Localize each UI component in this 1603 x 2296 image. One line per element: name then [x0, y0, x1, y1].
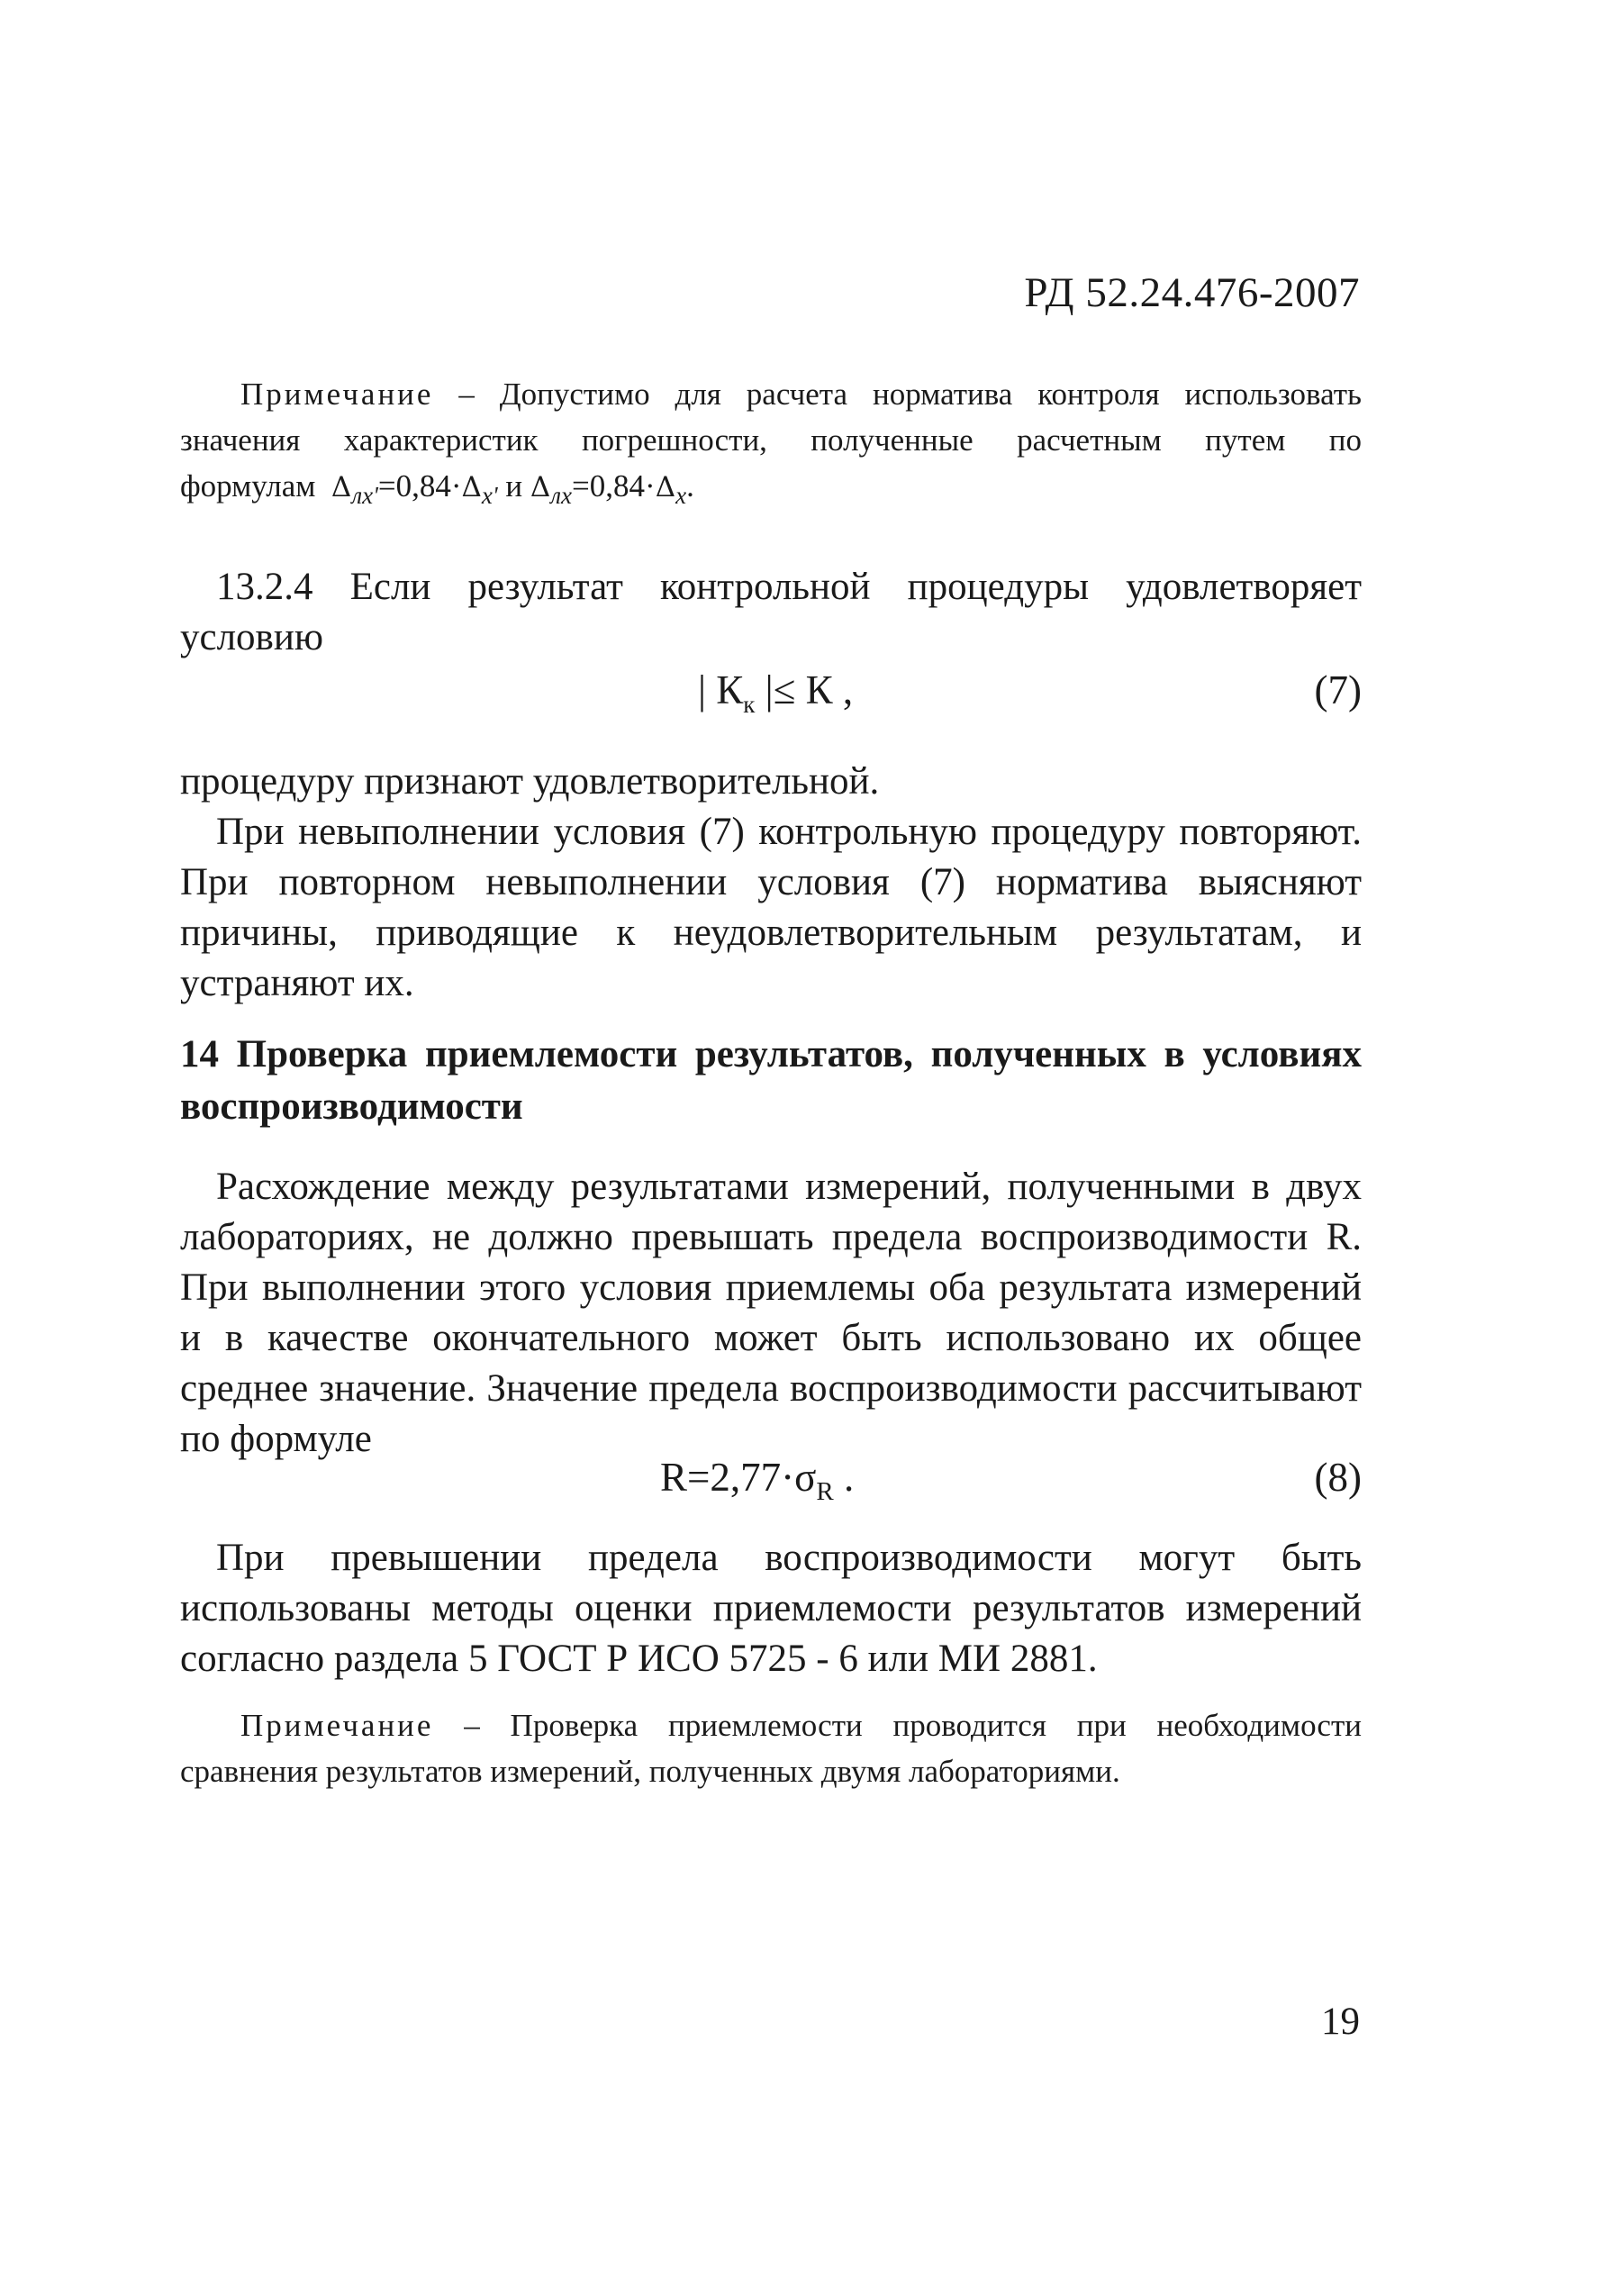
equation-8-number: (8)	[1314, 1455, 1362, 1500]
equation-8-formula: $R=2,77\cdot\sigma_R$ .	[660, 1455, 855, 1506]
and-word: и	[497, 468, 530, 504]
equation-7-number: (7)	[1314, 667, 1362, 712]
document-code: РД 52.24.476-2007	[1024, 269, 1360, 316]
clause-13-2-4: 13.2.4 Если результат контрольной процедуры удовлетворяет условию	[180, 566, 1362, 658]
equation-7	[180, 667, 1362, 721]
note-2-body: – Проверка приемлемости проводится при необходимости сравнения результатов измерений, полученных двумя лабораториями.	[180, 1708, 1362, 1789]
note-formulas	[180, 371, 1362, 519]
note-2-text	[180, 1702, 1362, 1794]
clause-13-2-4-conclusion: процедуру признают удовлетворительной.	[180, 760, 880, 803]
note-body: – Допустимо для расчета норматива контроля использовать значения характеристик погрешности, полученные расчетным путем по формулам	[180, 377, 1362, 504]
note-reproducibility	[180, 1702, 1362, 1794]
formula-delta-lx: $\Delta_{лх}=0,84\cdot\Delta_х$	[530, 468, 687, 509]
clause-13-2-4-repeat-paragraph: При невыполнении условия (7) контрольную процедуру повторяют. При повторном невыполнении условия (7) норматива выясняют причины, приводящие к неудовлетворительным результатам, и устраняют их.	[180, 811, 1362, 1004]
section-14-paragraph-2: При превышении предела воспроизводимости могут быть использованы методы оценки приемлемости результатов измерений согласно раздела 5 ГОСТ Р ИСО 5725 - 6 или МИ 2881.	[180, 1537, 1362, 1680]
section-14-paragraph-1: Расхождение между результатами измерений, полученными в двух лабораториях, не должно превышать предела воспроизводимости R. При выполнении этого условия приемлемы оба результата измерений и в качестве окончательного может быть использовано их общее среднее значение. Значение предела воспроизводимости рассчитывают по формуле	[180, 1166, 1362, 1460]
note-2-label: Примечание	[240, 1708, 434, 1743]
equation-7-formula: | $К_к$ |≤ К ,	[698, 667, 854, 718]
page-number: 19	[1321, 2001, 1360, 2043]
equation-8	[180, 1454, 1362, 1508]
note-text: Примечание – Допустимо для расчета норматива контроля использовать значения характеристик погрешности, полученные расчетным путем по формулам $\Delta_{лх'}=0,84\cdot\Delta_{х'}$ и $\Delta_{лх}=0,84\cdot\Delta_х$.	[180, 377, 1362, 509]
note-label: Примечание	[240, 377, 434, 412]
section-14-heading: 14 Проверка приемлемости результатов, полученных в условиях воспроизводимости	[180, 1033, 1362, 1128]
formula-delta-lx-prime: $\Delta_{лх'}=0,84\cdot\Delta_{х'}$	[331, 468, 498, 509]
